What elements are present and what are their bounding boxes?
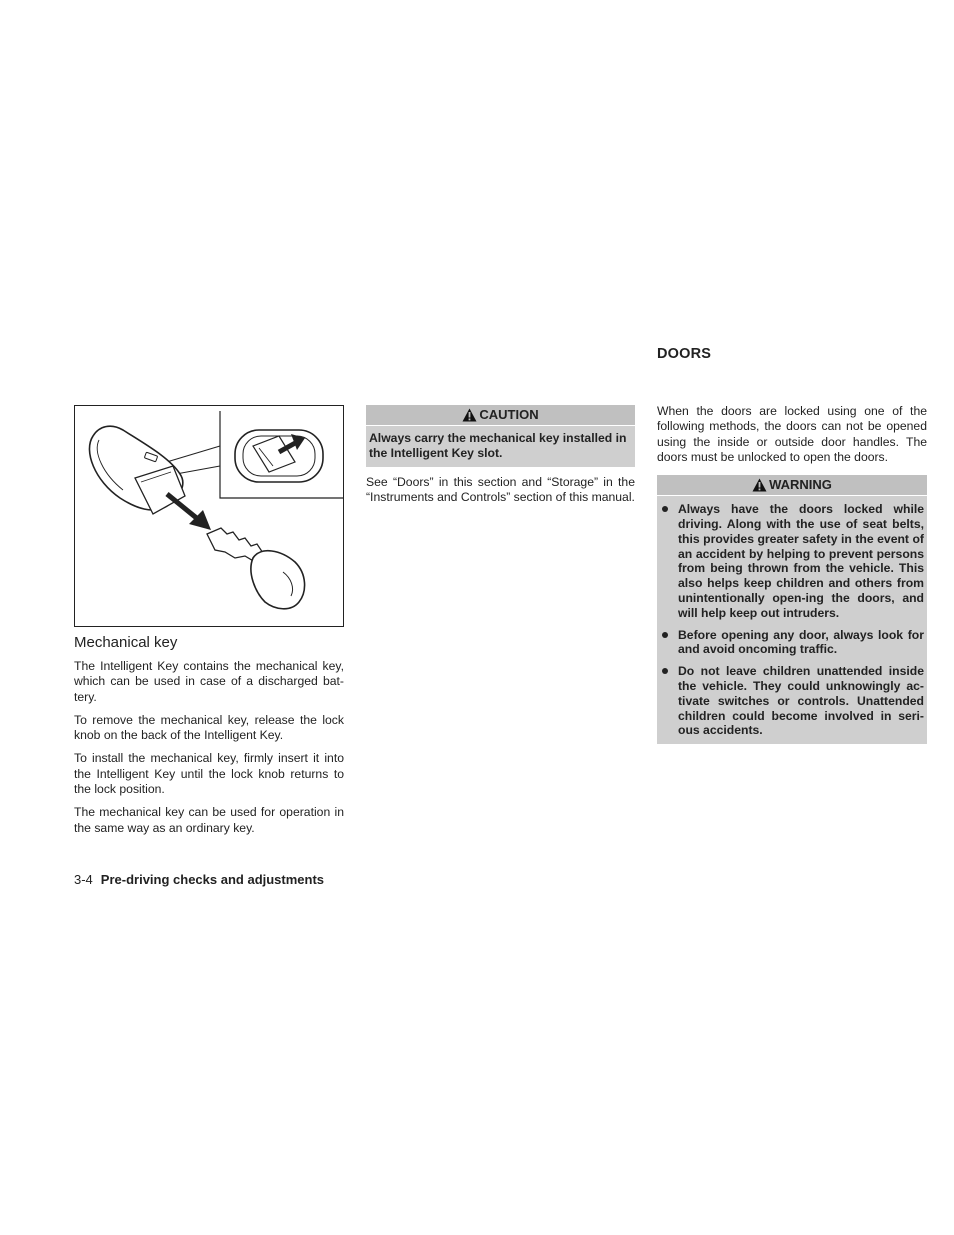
bullet-icon: [662, 506, 668, 512]
caution-text: Always carry the mechanical key installed in the Intelligent Key slot.: [369, 431, 627, 460]
paragraph: To install the mechanical key, firmly insert it into the Intelligent Key until the lock knob returns to the lock position.: [74, 751, 344, 797]
bullet-icon: [662, 632, 668, 638]
page-footer: [74, 872, 324, 887]
list-item-text: Always have the doors locked while driving. Along with the use of seat belts, this provides greater safety in the event of an accident by helping to prevent persons from being thrown from the vehicle. This also helps keep children and others from unintentionally open-ing the doors, and will help keep out intruders.: [678, 502, 924, 620]
mechanical-key-figure: [74, 405, 344, 627]
list-item: [660, 502, 924, 620]
warning-label: WARNING: [769, 477, 832, 493]
caution-label: CAUTION: [479, 407, 539, 422]
page-number: 3-4: [74, 872, 93, 887]
list-item-text: Before opening any door, always look for and avoid oncoming traffic.: [678, 627, 924, 657]
warning-box: [657, 475, 927, 744]
warning-triangle-icon: [752, 478, 767, 498]
caution-box: [366, 405, 635, 467]
section-title: Pre-driving checks and adjustments: [100, 872, 325, 887]
warning-body: [657, 496, 927, 744]
list-item-text: Do not leave children unattended inside the vehicle. They could unknowingly ac-tivate switches or controls. Unattended children could become involved in seri-ous accidents.: [678, 664, 924, 738]
section-heading: DOORS: [657, 346, 712, 362]
middle-column: [366, 405, 635, 513]
left-column: [74, 405, 344, 844]
warning-list: [660, 502, 924, 738]
caution-header: [366, 405, 635, 426]
warning-header: [657, 475, 927, 496]
paragraph: The Intelligent Key contains the mechanical key, which can be used in case of a discharged bat-tery.: [74, 659, 344, 704]
right-column: [657, 346, 927, 744]
list-item: [660, 664, 924, 738]
paragraph: The mechanical key can be used for operation in the same way as an ordinary key.: [74, 805, 344, 835]
figure-caption: Mechanical key: [74, 634, 178, 651]
mechanical-key-illustration: [75, 406, 343, 626]
warning-triangle-icon: [462, 408, 477, 428]
paragraph: See “Doors” in this section and “Storage” in the “Instruments and Controls” section of this manual.: [366, 474, 635, 504]
list-item: [660, 628, 924, 658]
bullet-icon: [662, 668, 668, 674]
paragraph: To remove the mechanical key, release the lock knob on the back of the Intelligent Key.: [74, 712, 344, 743]
paragraph: When the doors are locked using one of the following methods, the doors can not be opened using the inside or outside door handles. The doors must be unlocked to open the doors.: [657, 404, 927, 464]
